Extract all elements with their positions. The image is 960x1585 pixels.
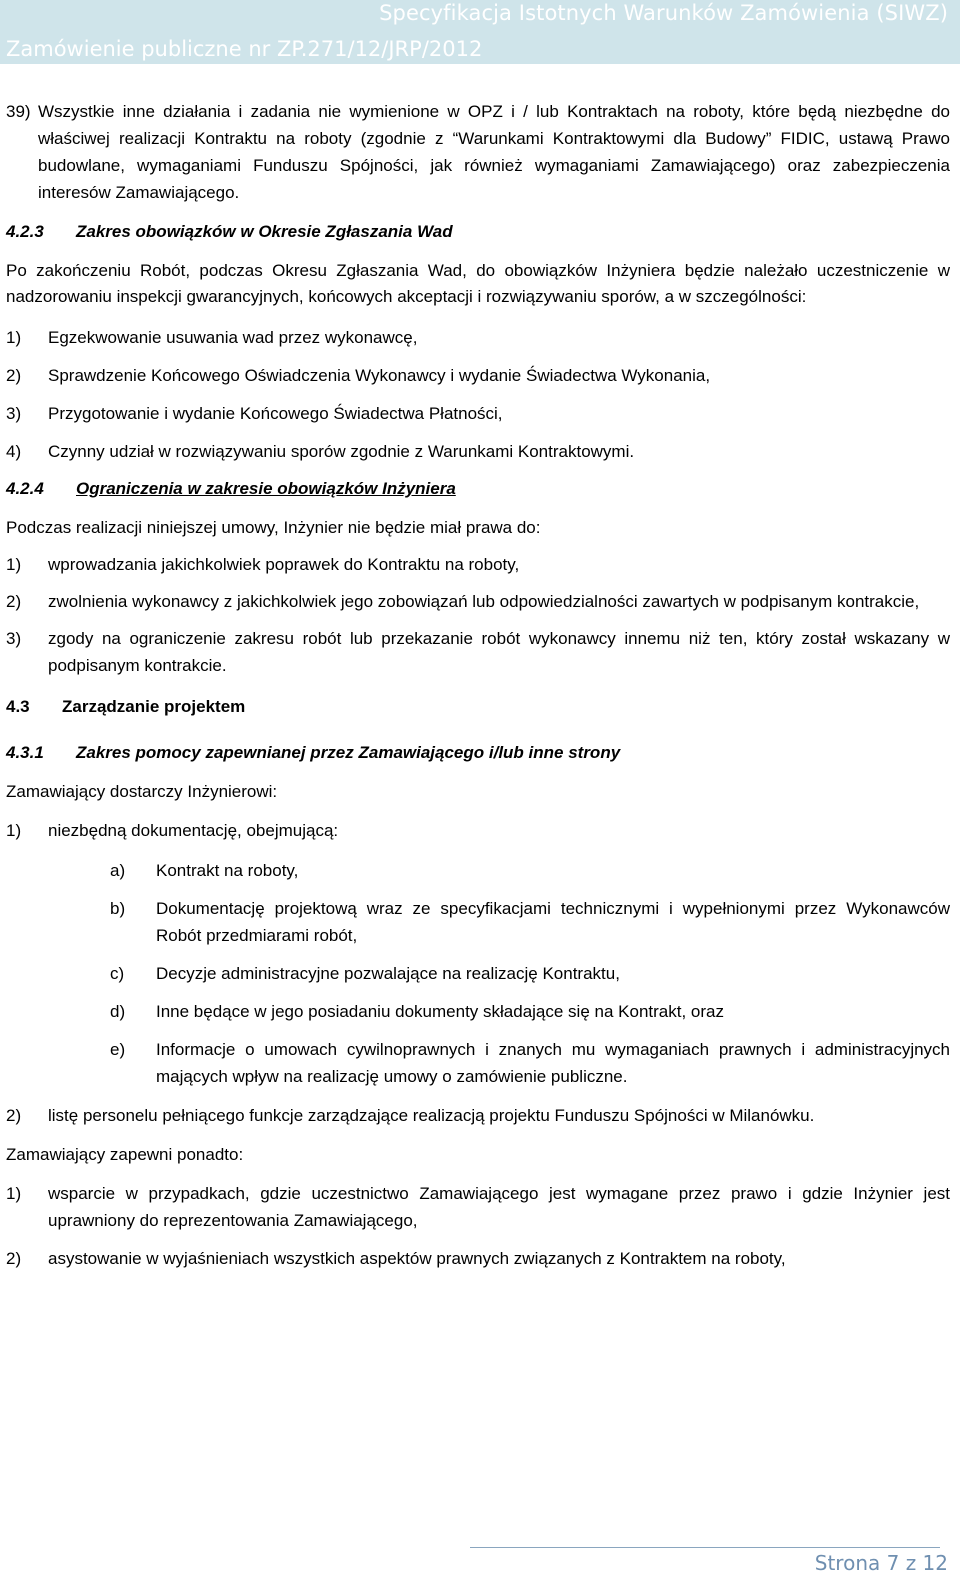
section-heading-4-3: 4.3 Zarządzanie projektem <box>6 697 246 716</box>
list-item: 1) wsparcie w przypadkach, gdzie uczestnictwo Zamawiającego jest wymagane przez prawo i gdzie Inżynier jest uprawniony do reprezentowania Zamawiającego, <box>6 1184 950 1230</box>
list-4-2-3 <box>6 324 950 465</box>
document-title: Specyfikacja Istotnych Warunków Zamówienia (SIWZ) <box>379 1 948 25</box>
list-item: 2) asystowanie w wyjaśnieniach wszystkich aspektów prawnych związanych z Kontraktem na roboty, <box>6 1249 786 1268</box>
section-heading-4-3-1: 4.3.1 Zakres pomocy zapewnianej przez Zamawiającego i/lub inne strony <box>6 743 621 762</box>
paragraph: Po zakończeniu Robót, podczas Okresu Zgłaszania Wad, do obowiązków Inżyniera będzie należało uczestniczenie w nadzorowaniu inspekcji gwarancyjnych, końcowych akceptacji i rozwiązywaniu sporów, a w szczególności: <box>6 261 950 306</box>
sublist-item: e) Informacje o umowach cywilnoprawnych i znanych mu wymaganiach prawnych i administracyjnych mających wpływ na realizację umowy o zamówienie publiczne. <box>110 1040 950 1086</box>
sublist-item: b) Dokumentację projektową wraz ze specyfikacjami technicznymi i wypełnionymi przez Wykonawców Robót przedmiarami robót, <box>110 899 950 945</box>
sublist <box>110 857 950 1090</box>
sublist-item: c) Decyzje administracyjne pozwalające na realizację Kontraktu, <box>110 964 620 983</box>
sublist-item: a) Kontrakt na roboty, <box>110 861 299 880</box>
list-item: 3) Przygotowanie i wydanie Końcowego Świadectwa Płatności, <box>6 404 503 423</box>
list-item: 4) Czynny udział w rozwiązywaniu sporów zgodnie z Warunkami Kontraktowymi. <box>6 442 635 461</box>
order-number: Zamówienie publiczne nr ZP.271/12/JRP/2012 <box>6 37 483 61</box>
list-item: 1) wprowadzania jakichkolwiek poprawek do Kontraktu na roboty, <box>6 555 520 574</box>
list-item: 2) Sprawdzenie Końcowego Oświadczenia Wykonawcy i wydanie Świadectwa Wykonania, <box>6 366 711 385</box>
paragraph: Podczas realizacji niniejszej umowy, Inżynier nie będzie miał prawa do: <box>6 518 541 537</box>
section-heading-4-2-4: 4.2.4 Ograniczenia w zakresie obowiązków Inżyniera <box>6 479 456 498</box>
list-item: 3) zgody na ograniczenie zakresu robót lub przekazanie robót wykonawcy innemu niż ten, który został wskazany w podpisanym kontrakcie. <box>6 629 950 675</box>
list-4-2-4 <box>6 551 950 679</box>
document-body <box>6 98 950 1272</box>
list-item: 2) listę personelu pełniącego funkcje zarządzające realizacją projektu Funduszu Spójności w Milanówku. <box>6 1106 815 1125</box>
list-item: 39) Wszystkie inne działania i zadania nie wymienione w OPZ i / lub Kontraktach na roboty, które będą niezbędne do właściwej realizacji Kontraktu na roboty (zgodnie z “Warunkami Kontraktowymi dla Budowy” FIDIC, ustawą Prawo budowlane, wymaganiami Funduszu Spójności, jak również wymaganiami Zamawiającego) oraz zabezpieczenia interesów Zamawiającego. <box>6 102 950 202</box>
list-item: 1) niezbędną dokumentację, obejmującą: <box>6 821 339 840</box>
paragraph: Zamawiający zapewni ponadto: <box>6 1145 244 1164</box>
footer-divider <box>470 1547 940 1548</box>
page-number: Strona 7 z 12 <box>814 1551 948 1575</box>
paragraph: Zamawiający dostarczy Inżynierowi: <box>6 782 278 801</box>
page-header <box>0 0 960 64</box>
section-heading-4-2-3: 4.2.3 Zakres obowiązków w Okresie Zgłaszania Wad <box>6 222 453 241</box>
sublist-item: d) Inne będące w jego posiadaniu dokumenty składające się na Kontrakt, oraz <box>110 1002 724 1021</box>
list-item: 2) zwolnienia wykonawcy z jakichkolwiek jego zobowiązań lub odpowiedzialności zawartych w podpisanym kontrakcie, <box>6 592 920 611</box>
list-item: 1) Egzekwowanie usuwania wad przez wykonawcę, <box>6 328 418 347</box>
